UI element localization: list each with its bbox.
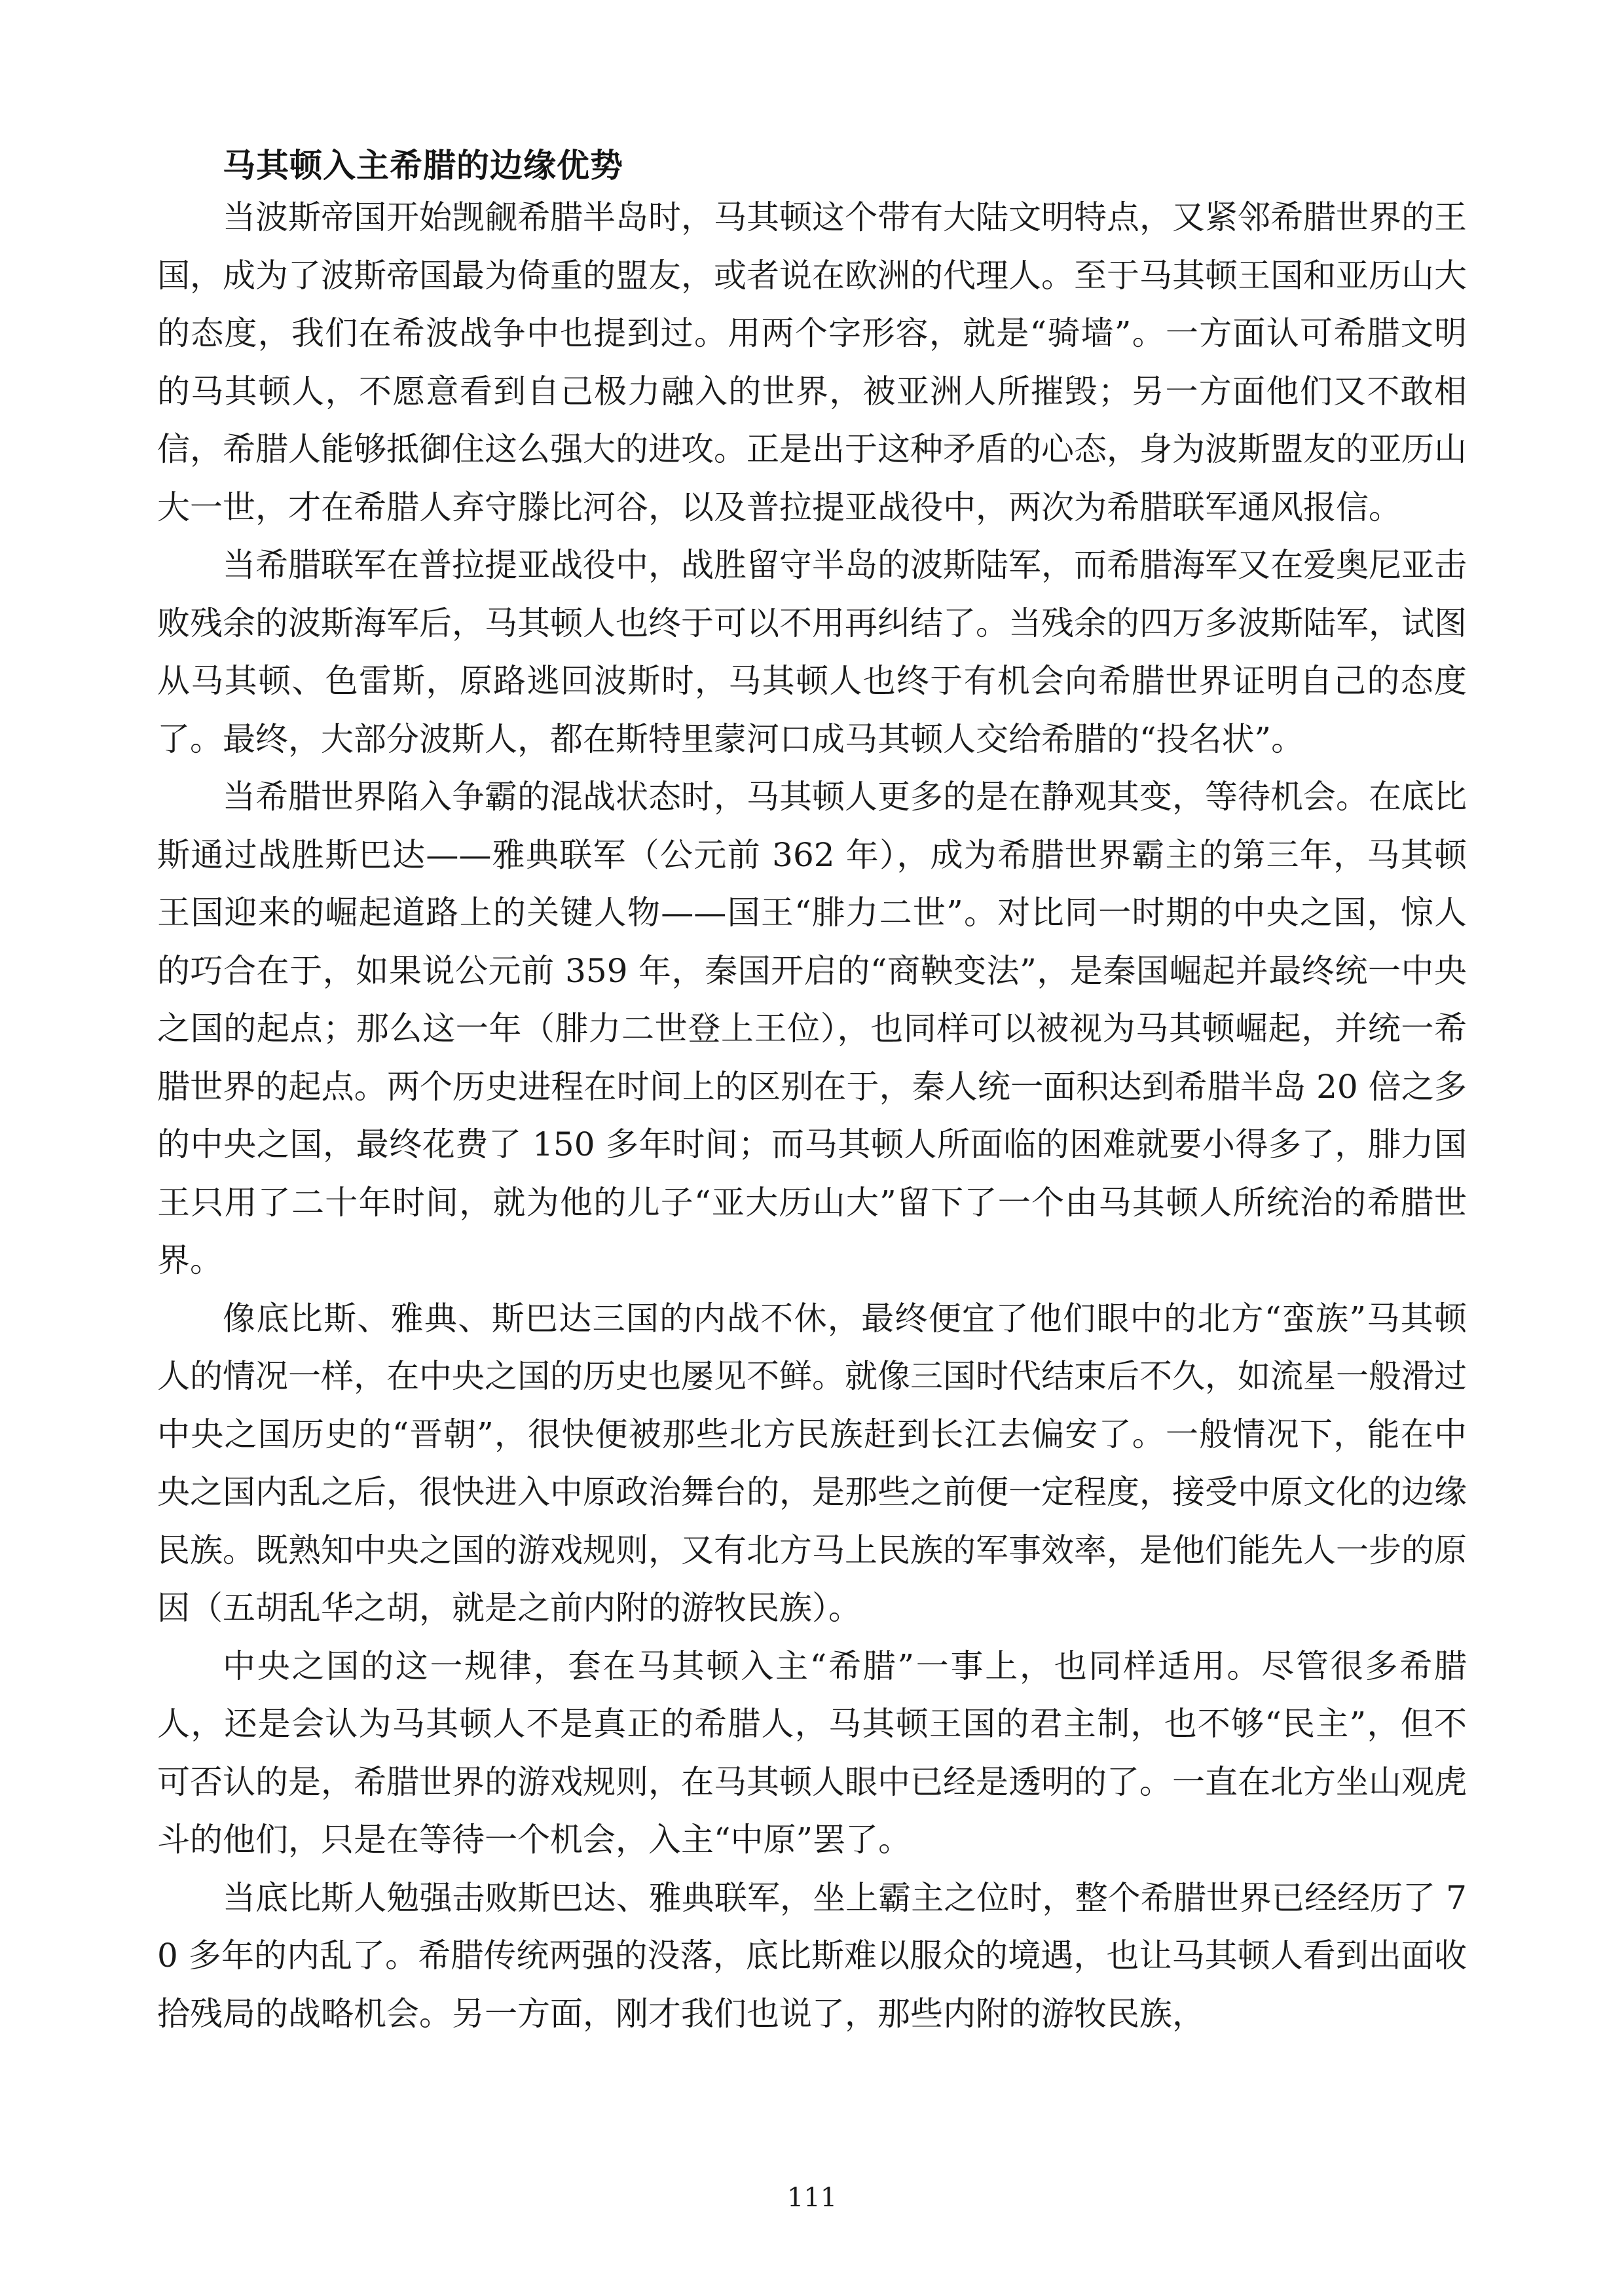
page-number: 111	[786, 2183, 838, 2213]
paragraph-6: 当底比斯人勉强击败斯巴达、雅典联军，坐上霸主之位时，整个希腊世界已经经历了 70 多年的内乱了。希腊传统两强的没落，底比斯难以服众的境遇，也让马其顿人看到出面收拾残局的战略机会。另一方面，刚才我们也说了，那些内附的游牧民族，	[157, 1878, 1467, 2033]
paragraph-5: 中央之国的这一规律，套在马其顿入主“希腊”一事上，也同样适用。尽管很多希腊人，还是会认为马其顿人不是真正的希腊人，马其顿王国的君主制，也不够“民主”，但不可否认的是，希腊世界的游戏规则，在马其顿人眼中已经是透明的了。一直在北方坐山观虎斗的他们，只是在等待一个机会，入主“中原”罢了。	[157, 1647, 1467, 1859]
paragraph-3: 当希腊世界陷入争霸的混战状态时，马其顿人更多的是在静观其变，等待机会。在底比斯通过战胜斯巴达——雅典联军（公元前 362 年），成为希腊世界霸主的第三年，马其顿王国迎来的崛起道路上的关键人物——国王“腓力二世”。对比同一时期的中央之国，惊人的巧合在于，如果说公元前 359 年，秦国开启的“商鞅变法”，是秦国崛起并最终统一中央之国的起点；那么这一年（腓力二世登上王位），也同样可以被视为马其顿崛起，并统一希腊世界的起点。两个历史进程在时间上的区别在于，秦人统一面积达到希腊半岛 20 倍之多的中央之国，最终花费了 150 多年时间；而马其顿人所面临的困难就要小得多了，腓力国王只用了二十年时间，就为他的儿子“亚大历山大”留下了一个由马其顿人所统治的希腊世界。	[157, 778, 1467, 1279]
page-content	[157, 143, 1467, 2043]
paragraph-2: 当希腊联军在普拉提亚战役中，战胜留守半岛的波斯陆军，而希腊海军又在爱奥尼亚击败残余的波斯海军后，马其顿人也终于可以不用再纠结了。当残余的四万多波斯陆军，试图从马其顿、色雷斯，原路逃回波斯时，马其顿人也终于有机会向希腊世界证明自己的态度了。最终，大部分波斯人，都在斯特里蒙河口成马其顿人交给希腊的“投名状”。	[157, 546, 1467, 758]
paragraph-4: 像底比斯、雅典、斯巴达三国的内战不休，最终便宜了他们眼中的北方“蛮族”马其顿人的情况一样，在中央之国的历史也屡见不鲜。就像三国时代结束后不久，如流星一般滑过中央之国历史的“晋朝”，很快便被那些北方民族赶到长江去偏安了。一般情况下，能在中央之国内乱之后，很快进入中原政治舞台的，是那些之前便一定程度，接受中原文化的边缘民族。既熟知中央之国的游戏规则，又有北方马上民族的军事效率，是他们能先人一步的原因（五胡乱华之胡，就是之前内附的游牧民族）。	[157, 1299, 1467, 1627]
section-title: 马其顿入主希腊的边缘优势	[223, 147, 623, 185]
paragraph-1: 当波斯帝国开始觊觎希腊半岛时，马其顿这个带有大陆文明特点，又紧邻希腊世界的王国，成为了波斯帝国最为倚重的盟友，或者说在欧洲的代理人。至于马其顿王国和亚历山大的态度，我们在希波战争中也提到过。用两个字形容，就是“骑墙”。一方面认可希腊文明的马其顿人，不愿意看到自己极力融入的世界，被亚洲人所摧毁；另一方面他们又不敢相信，希腊人能够抵御住这么强大的进攻。正是出于这种矛盾的心态，身为波斯盟友的亚历山大一世，才在希腊人弃守滕比河谷，以及普拉提亚战役中，两次为希腊联军通风报信。	[157, 198, 1467, 526]
